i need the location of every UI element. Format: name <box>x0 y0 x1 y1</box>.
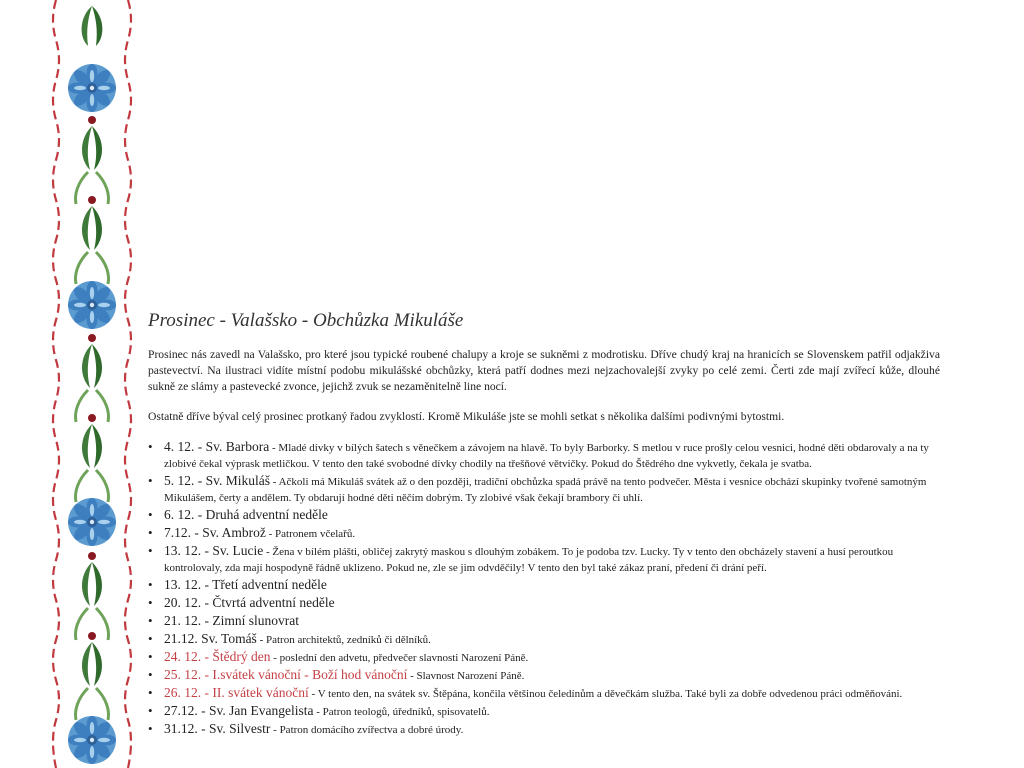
event-desc: Ačkoli má Mikuláš svátek až o den později, tradiční obchůzka spadá právě na tento podvečer. Města i vesnice obchází skupinky tvořené samotným Mikulášem, čerty a andělem. Ty obdarují hodné děti něčím dobrým. Ty zlobivé však čekají brambory či uhlí. <box>164 476 927 504</box>
event-date: 4. 12. <box>164 439 195 454</box>
list-item: • 4. 12. - Sv. Barbora - Mladé dívky v bílých šatech s věnečkem a závojem na hlavě. To byly Barborky. S metlou v ruce prošly celou vesnici, hodné děti obdarovaly a na ty zlobivé čekal výprask metličkou. V tento den také svobodné dívky chodily na třešňové větvičky. Pokud do Štědrého dne vykvetly, čekala je svatba. <box>148 439 940 472</box>
event-title: Sv. Silvestr <box>209 721 271 736</box>
events-list <box>148 439 940 738</box>
event-desc: Patronem včelařů. <box>275 528 356 540</box>
event-date: 13. 12. <box>164 577 202 592</box>
list-item: • 21. 12. - Zimní slunovrat <box>148 613 940 630</box>
event-date: 21. 12. <box>164 613 202 628</box>
event-date: 20. 12. <box>164 595 202 610</box>
event-date: 26. 12. <box>164 685 202 700</box>
event-desc: Slavnost Narození Páně. <box>416 670 525 682</box>
event-desc: Patron architektů, zedníků či dělníků. <box>265 634 431 646</box>
event-desc: Mladé dívky v bílých šatech s věnečkem a závojem na hlavě. To byly Barborky. S metlou v ruce prošly celou vesnici, hodné děti obdarovaly a na ty zlobivé čekal výprask metličkou. V tento den také svobodné dívky chodily na třešňové větvičky. Pokud do Štědrého dne vykvetly, čekala je svatba. <box>164 442 929 470</box>
list-item: • 25. 12. - I.svátek vánoční - Boží hod vánoční - Slavnost Narození Páně. <box>148 667 940 684</box>
list-item: • 13. 12. - Třetí adventní neděle <box>148 577 940 594</box>
event-title: Štědrý den <box>212 649 271 664</box>
event-title: Sv. Lucie <box>212 543 264 558</box>
event-date: 5. 12. <box>164 473 195 488</box>
event-date: 25. 12. <box>164 667 202 682</box>
list-item: • 26. 12. - II. svátek vánoční - V tento den, na svátek sv. Štěpána, končila většinou čeledínům a děvečkám služba. Také byli za dobře odvedenou práci odměňováni. <box>148 685 940 702</box>
event-desc: Patron domácího zvířectva a dobré úrody. <box>279 724 464 736</box>
event-title: Čtvrtá adventní neděle <box>212 595 335 610</box>
event-desc: Patron teologů, úředníků, spisovatelů. <box>322 706 490 718</box>
list-item: • 13. 12. - Sv. Lucie - Žena v bílém plášti, obličej zakrytý maskou s dlouhým zobákem. To je podoba tzv. Lucky. Ty v tento den obcházely stavení a husí peroutkou kontrolovaly, zda mají hospodyně řádně uklizeno. Pokud ne, zle se jim odvděčily! V tento den byl také zákaz praní, předení či drání peří. <box>148 543 940 576</box>
event-desc: poslední den advetu, předvečer slavnosti Narození Páně. <box>279 652 529 664</box>
event-date: 24. 12. <box>164 649 202 664</box>
list-item: • 24. 12. - Štědrý den - poslední den advetu, předvečer slavnosti Narození Páně. <box>148 649 940 666</box>
event-desc: Žena v bílém plášti, obličej zakrytý maskou s dlouhým zobákem. To je podoba tzv. Lucky. Ty v tento den obcházely stavení a husí peroutkou kontrolovaly, zda mají hospodyně řádně uklizeno. Pokud ne, zle se jim odvděčily! V tento den byl také zákaz praní, předení či drání peří. <box>164 546 894 574</box>
event-date: 7.12. <box>164 525 191 540</box>
event-date: 6. 12. <box>164 507 195 522</box>
second-paragraph: Ostatně dříve býval celý prosinec protkaný řadou zvyklostí. Kromě Mikuláše jste se mohli setkat s několika dalšími podivnými bytostmi. <box>148 410 785 423</box>
folk-border-ornament <box>48 0 136 768</box>
intro-paragraph: Prosinec nás zavedl na Valašsko, pro které jsou typické roubené chalupy a kroje se sukněmi z modrotisku. Dříve chudý kraj na hranicích se Slovenskem patřil odjakživa pastevectví. Na ilustraci vidíte místní podobu mikulášské obchůzky, která patří dodnes mezi nejzachovalejší zvyky po celé zemi. Čerti zde mají zvířecí kůže, dlouhé sukně ze slámy a pastevecké zvonce, jejichž zvuk se nezaměnitelně line nocí. <box>148 348 940 393</box>
article <box>148 310 940 739</box>
event-title: Sv. Tomáš <box>201 631 257 646</box>
event-date: 31.12. <box>164 721 198 736</box>
list-item: • 6. 12. - Druhá adventní neděle <box>148 507 940 524</box>
list-item: • 20. 12. - Čtvrtá adventní neděle <box>148 595 940 612</box>
list-item: • 31.12. - Sv. Silvestr - Patron domácího zvířectva a dobré úrody. <box>148 721 940 738</box>
event-title: Druhá adventní neděle <box>205 507 328 522</box>
list-item: • 5. 12. - Sv. Mikuláš - Ačkoli má Mikuláš svátek až o den později, tradiční obchůzka spadá právě na tento podvečer. Města i vesnice obchází skupinky tvořené samotným Mikulášem, čerty a andělem. Ty obdarují hodné děti něčím dobrým. Ty zlobivé však čekají brambory či uhlí. <box>148 473 940 506</box>
page-title: Prosinec - Valašsko - Obchůzka Mikuláše <box>148 310 464 331</box>
list-item: • 27.12. - Sv. Jan Evangelista - Patron teologů, úředníků, spisovatelů. <box>148 703 940 720</box>
event-title: I.svátek vánoční - Boží hod vánoční <box>212 667 408 682</box>
event-title: Sv. Jan Evangelista <box>209 703 314 718</box>
event-date: 21.12. <box>164 631 198 646</box>
list-item: • 21.12. Sv. Tomáš - Patron architektů, zedníků či dělníků. <box>148 631 940 648</box>
list-item: • 7.12. - Sv. Ambrož - Patronem včelařů. <box>148 525 940 542</box>
event-title: Zimní slunovrat <box>212 613 299 628</box>
event-title: Sv. Mikuláš <box>205 473 271 488</box>
event-desc: V tento den, na svátek sv. Štěpána, končila většinou čeledínům a děvečkám služba. Také byli za dobře odvedenou práci odměňováni. <box>317 688 903 700</box>
event-title: Sv. Barbora <box>205 439 270 454</box>
event-title: Třetí adventní neděle <box>212 577 327 592</box>
event-date: 13. 12. <box>164 543 202 558</box>
event-title: Sv. Ambrož <box>202 525 266 540</box>
event-title: II. svátek vánoční <box>212 685 309 700</box>
event-date: 27.12. <box>164 703 198 718</box>
